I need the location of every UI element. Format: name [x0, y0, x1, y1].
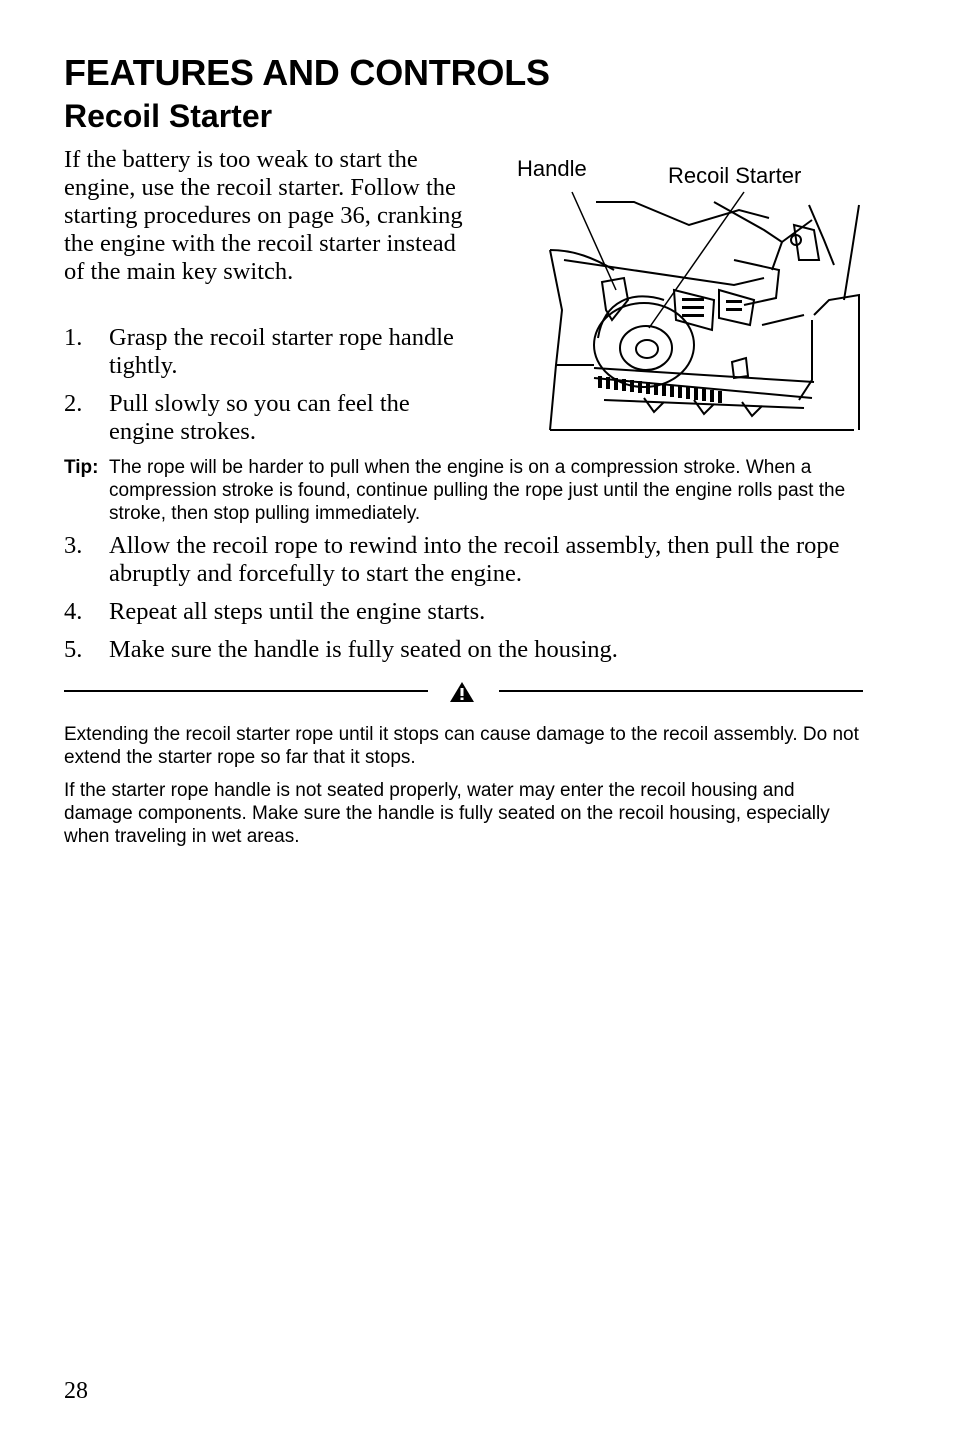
- step-item: [64, 598, 864, 626]
- steps-list-part-2: [64, 532, 864, 674]
- step-text: Allow the recoil rope to rewind into the recoil assembly, then pull the rope abruptly and forcefully to start the engine.: [109, 532, 840, 587]
- step-text: Grasp the recoil starter rope handle tightly.: [109, 324, 454, 379]
- intro-paragraph: If the battery is too weak to start the engine, use the recoil starter. Follow the starting procedures on page 36, cranking the engine with the recoil starter instead of the main key switch.: [64, 146, 463, 285]
- notice-divider-left: [64, 690, 428, 692]
- step-text: Repeat all steps until the engine starts.: [109, 598, 486, 625]
- step-number: 4.: [64, 598, 83, 625]
- figure-label-recoil-starter: Recoil Starter: [668, 163, 802, 188]
- tip-text: The rope will be harder to pull when the engine is on a compression stroke. When a compression stroke is found, continue pulling the rope just until the engine rolls past the stroke, then stop pulling immediately.: [109, 457, 846, 524]
- step-number: 2.: [64, 390, 83, 417]
- notice-paragraph: Extending the recoil starter rope until it stops can cause damage to the recoil assembly. Do not extend the starter rope so far that it stops.: [64, 724, 859, 768]
- page-heading: Recoil Starter: [64, 98, 273, 134]
- figure-label-handle: Handle: [517, 156, 587, 181]
- tip-note: [64, 456, 884, 525]
- step-text: Pull slowly so you can feel the engine strokes.: [109, 390, 410, 445]
- step-number: 3.: [64, 532, 83, 559]
- step-text: Make sure the handle is fully seated on the housing.: [109, 636, 618, 663]
- step-item: [64, 532, 864, 588]
- step-item: [64, 390, 464, 446]
- step-item: [64, 636, 864, 664]
- step-item: [64, 324, 464, 380]
- step-number: 1.: [64, 324, 83, 351]
- notice-paragraph: If the starter rope handle is not seated properly, water may enter the recoil housing and damage components. Make sure the handle is fully seated on the recoil housing, especially when traveling in wet areas.: [64, 780, 830, 847]
- step-number: 5.: [64, 636, 83, 663]
- tip-label: Tip:: [64, 457, 99, 478]
- page-number: 28: [64, 1378, 88, 1404]
- notice-divider-right: [499, 690, 863, 692]
- recoil-starter-illustration: [514, 150, 864, 440]
- warning-triangle-icon: [449, 681, 475, 703]
- steps-list-part-1: [64, 324, 464, 456]
- section-title: FEATURES AND CONTROLS: [64, 52, 550, 93]
